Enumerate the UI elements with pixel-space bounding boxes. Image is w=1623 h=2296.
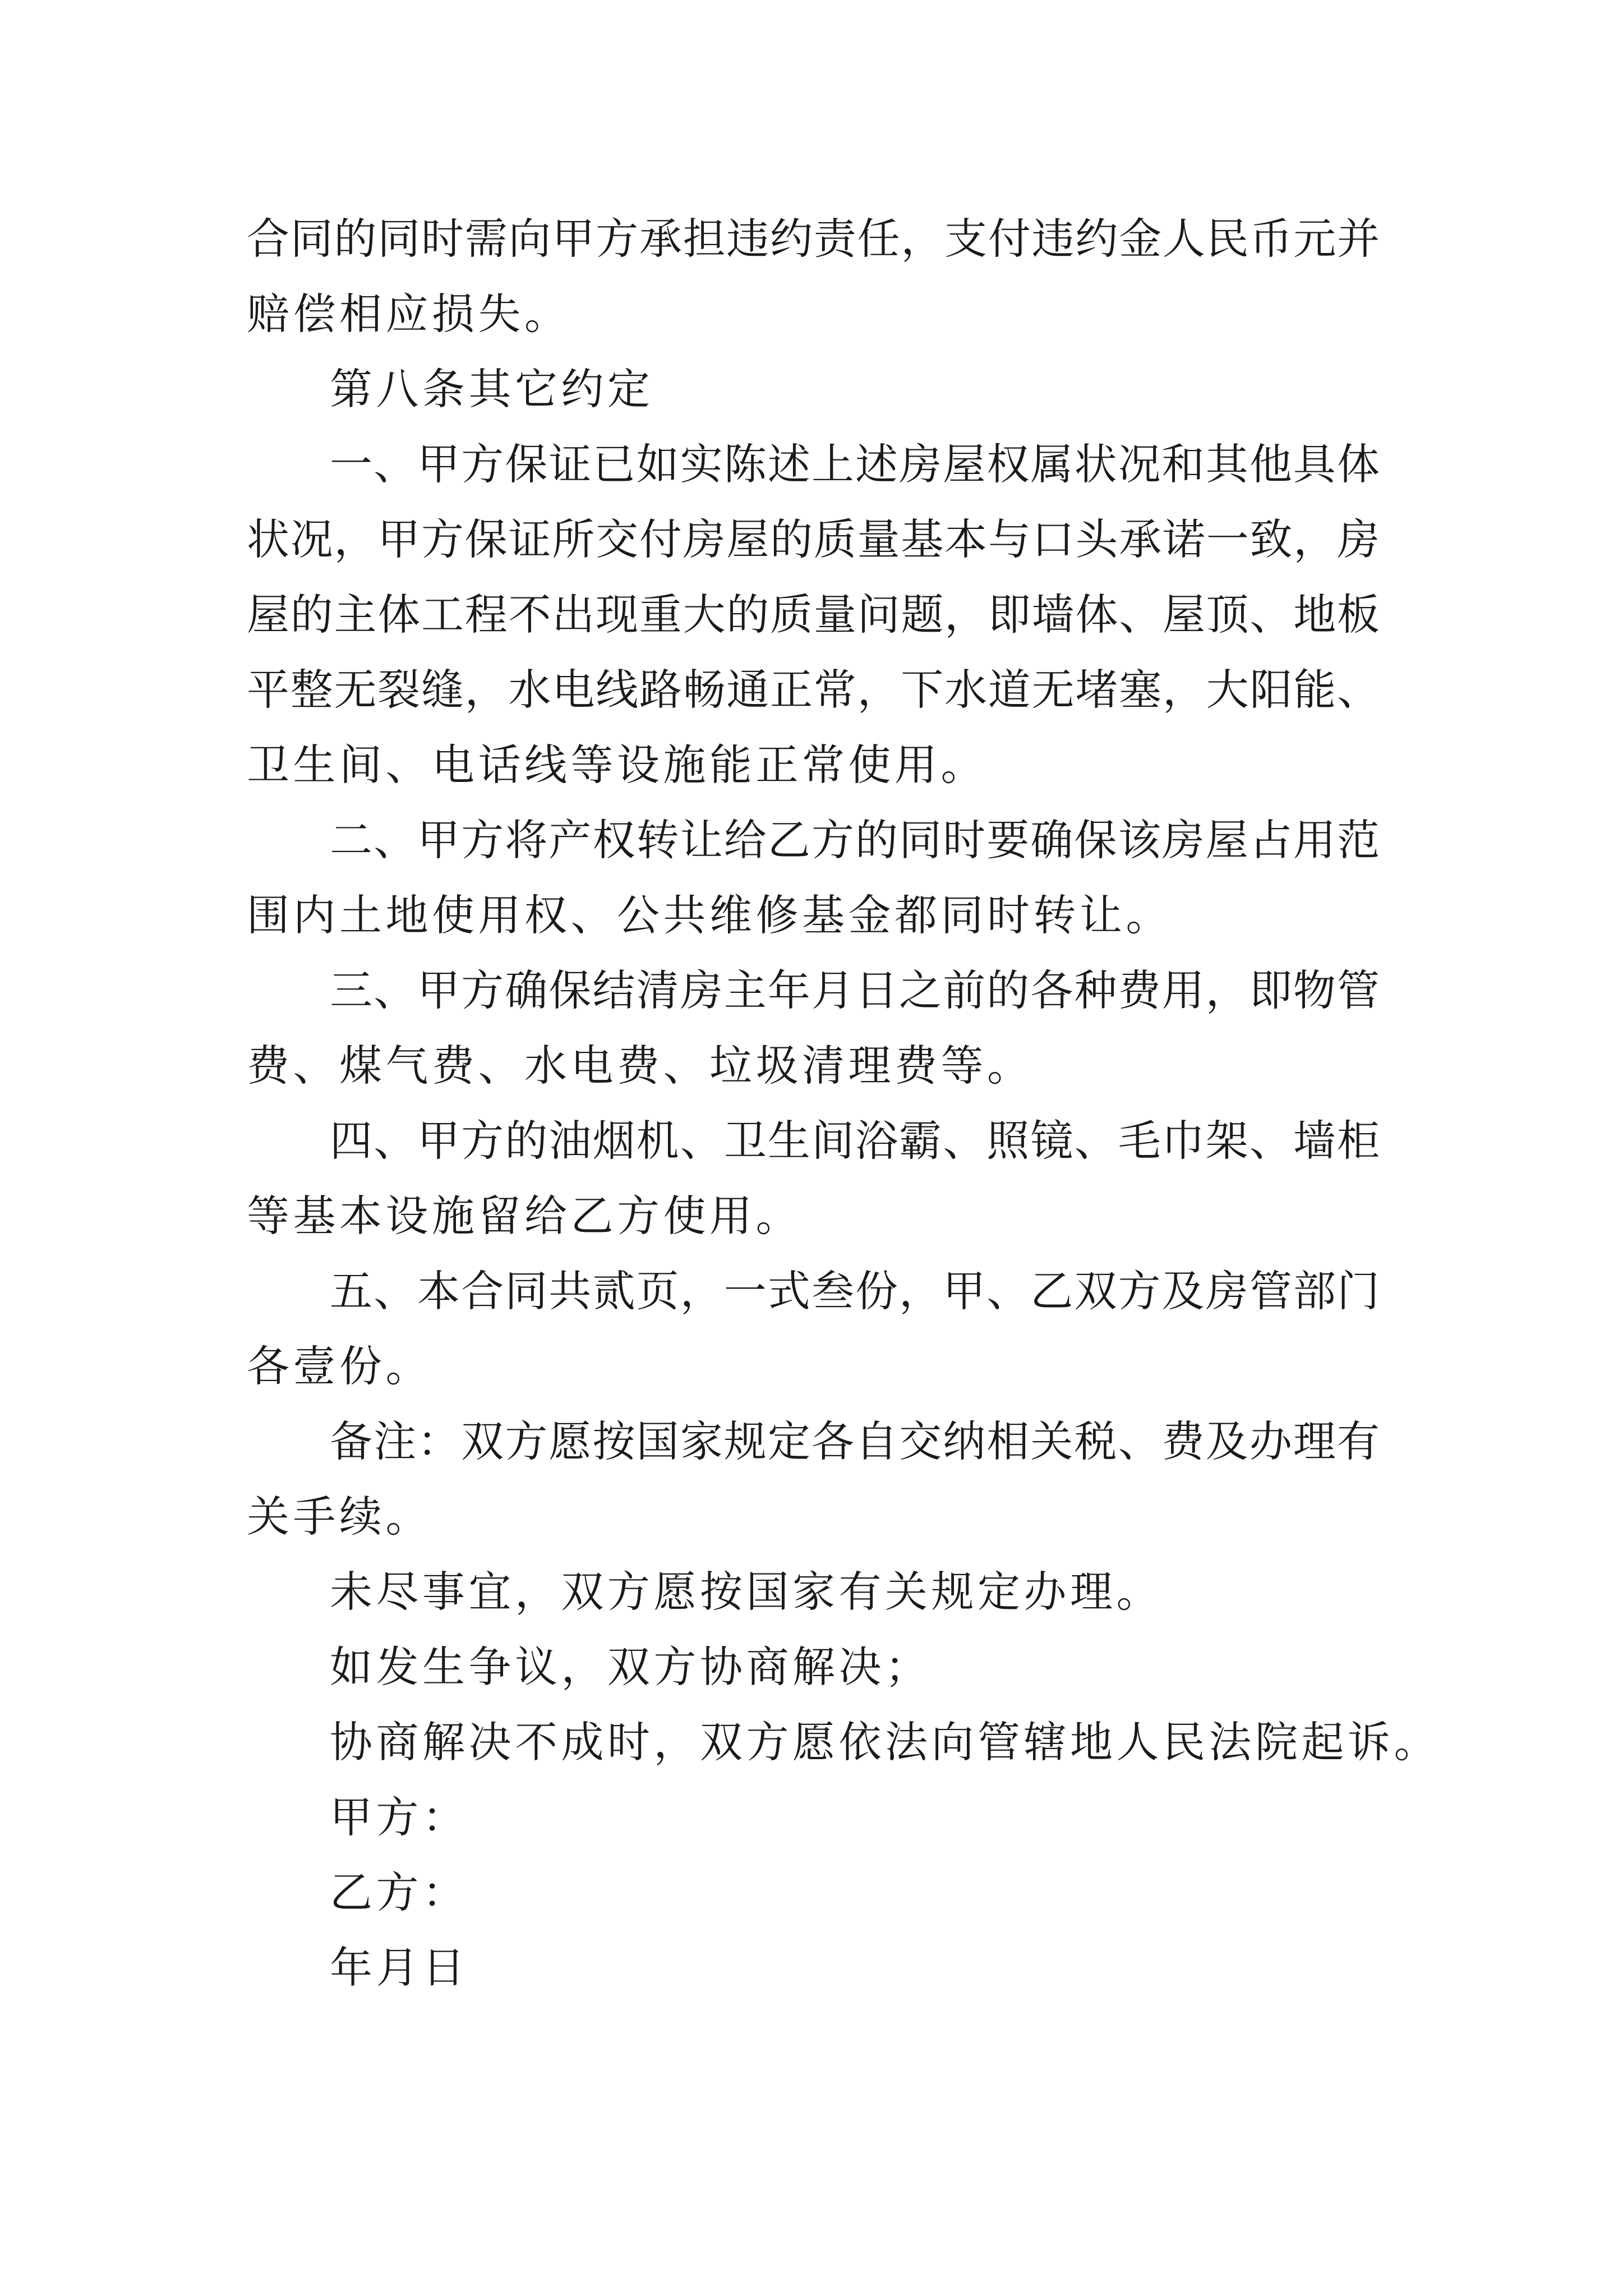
text-line: 一、甲方保证已如实陈述上述房屋权属状况和其他具体 — [330, 439, 1380, 489]
text-line: 如发生争议，双方协商解决； — [330, 1642, 932, 1692]
text-line: 三、甲方确保结清房主年月日之前的各种费用，即物管 — [330, 965, 1380, 1015]
text-line: 费、煤气费、水电费、垃圾清理费等。 — [247, 1041, 1034, 1091]
text-line: 屋的主体工程不出现重大的质量问题，即墙体、屋顶、地板 — [247, 590, 1380, 639]
text-line: 关手续。 — [247, 1492, 432, 1542]
text-line: 各壹份。 — [247, 1341, 432, 1391]
text-line: 赔偿相应损失。 — [247, 289, 571, 339]
text-line: 二、甲方将产权转让给乙方的同时要确保该房屋占用范 — [330, 815, 1380, 865]
date-label: 年月日 — [330, 1943, 469, 1993]
text-line: 平整无裂缝，水电线路畅通正常，下水道无堵塞，大阳能、 — [247, 665, 1380, 715]
party-b-signature-label: 乙方： — [330, 1867, 469, 1917]
text-line: 协商解决不成时，双方愿依法向管辖地人民法院起诉。 — [330, 1717, 1440, 1767]
text-line: 备注：双方愿按国家规定各自交纳相关税、费及办理有 — [330, 1416, 1380, 1466]
text-line: 卫生间、电话线等设施能正常使用。 — [247, 740, 987, 790]
text-line: 四、甲方的油烟机、卫生间浴霸、照镜、毛巾架、墙柜 — [330, 1116, 1380, 1166]
text-line: 围内土地使用权、公共维修基金都同时转让。 — [247, 890, 1172, 940]
text-line: 状况，甲方保证所交付房屋的质量基本与口头承诺一致，房 — [247, 514, 1380, 564]
text-line: 合同的同时需向甲方承担违约责任，支付违约金人民币元并 — [247, 214, 1380, 264]
section-heading: 第八条其它约定 — [330, 364, 654, 414]
text-line: 未尽事宜，双方愿按国家有关规定办理。 — [330, 1567, 1163, 1617]
party-a-signature-label: 甲方： — [330, 1792, 469, 1842]
text-line: 等基本设施留给乙方使用。 — [247, 1191, 802, 1241]
text-line: 五、本合同共贰页，一式叁份，甲、乙双方及房管部门 — [330, 1266, 1380, 1316]
